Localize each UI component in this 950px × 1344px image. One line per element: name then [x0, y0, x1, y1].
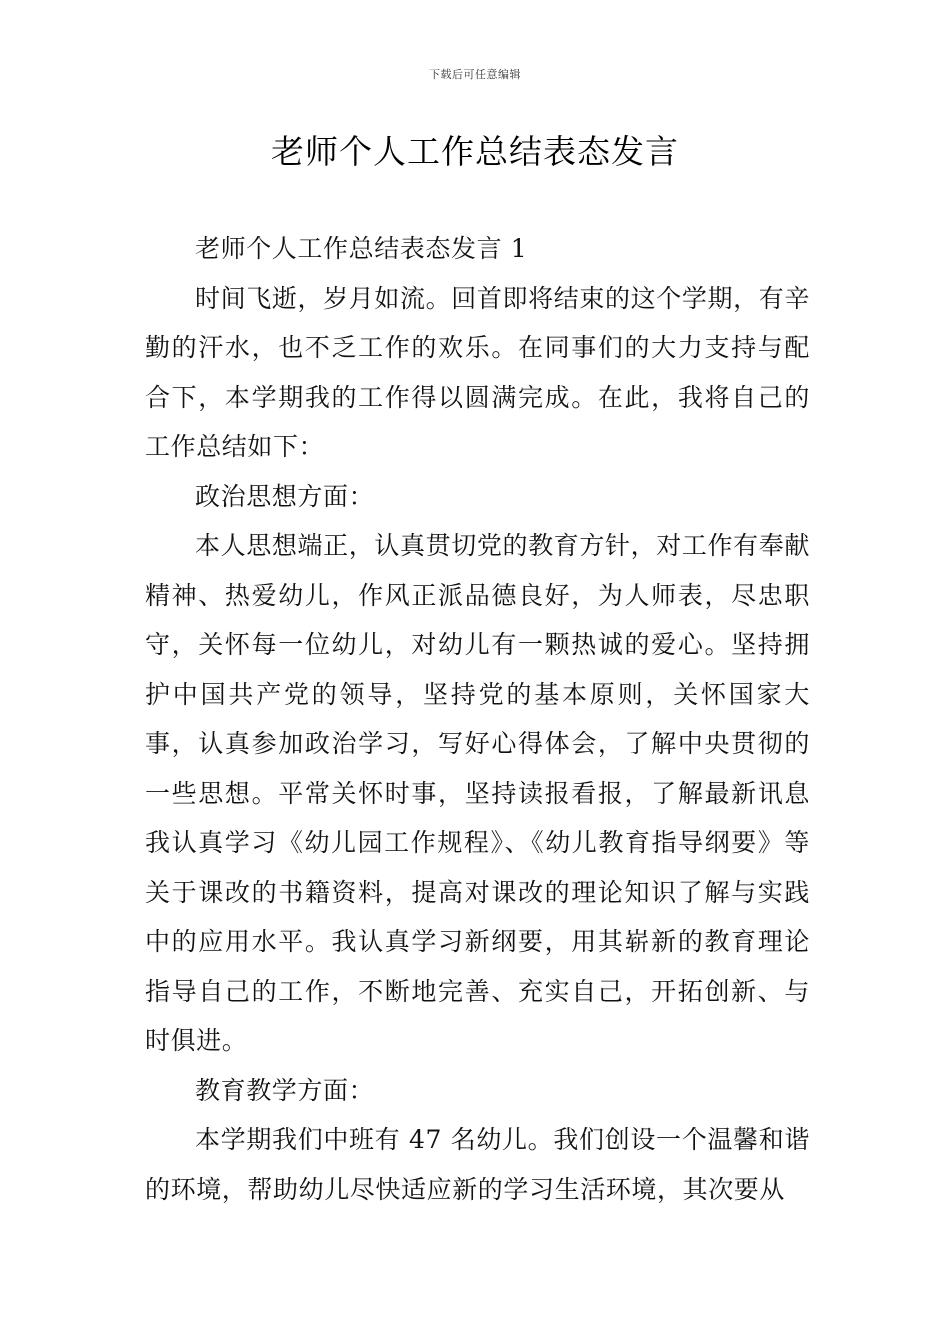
- politics-paragraph: 本人思想端正，认真贯切党的教育方针，对工作有奉献精神、热爱幼儿，作风正派品德良好，为人师表，尽忠职守，关怀每一位幼儿，对幼儿有一颗热诚的爱心。坚持拥护中国共产党的领导，坚持党的基本原则，关怀国家大事，认真参加政治学习，写好心得体会，了解中央贯彻的一些思想。平常关怀时事，坚持读报看报，了解最新讯息我认真学习《幼儿园工作规程》、《幼儿教育指导纲要》等关于课改的书籍资料，提高对课改的理论知识了解与实践中的应用水平。我认真学习新纲要，用其崭新的教育理论指导自己的工作，不断地完善、充实自己，开拓创新、与时俱进。: [145, 531, 810, 1055]
- teaching-paragraph: 本学期我们中班有 47 名幼儿。我们创设一个温馨和谐的环境，帮助幼儿尽快适应新的学习生活环境，其次要从: [145, 1125, 810, 1204]
- document-title: 老师个人工作总结表态发言: [271, 132, 679, 171]
- download-note: 下载后可任意编辑: [429, 68, 521, 81]
- intro-paragraph: 时间飞逝，岁月如流。回首即将结束的这个学期，有辛勤的汗水，也不乏工作的欢乐。在同事们的大力支持与配合下，本学期我的工作得以圆满完成。在此，我将自己的工作总结如下：: [145, 283, 810, 461]
- section-heading: 老师个人工作总结表态发言 1: [195, 234, 528, 263]
- subheading-teaching: 教育教学方面：: [195, 1075, 375, 1105]
- document-body: [145, 224, 810, 1214]
- subheading-politics: 政治思想方面：: [195, 481, 375, 511]
